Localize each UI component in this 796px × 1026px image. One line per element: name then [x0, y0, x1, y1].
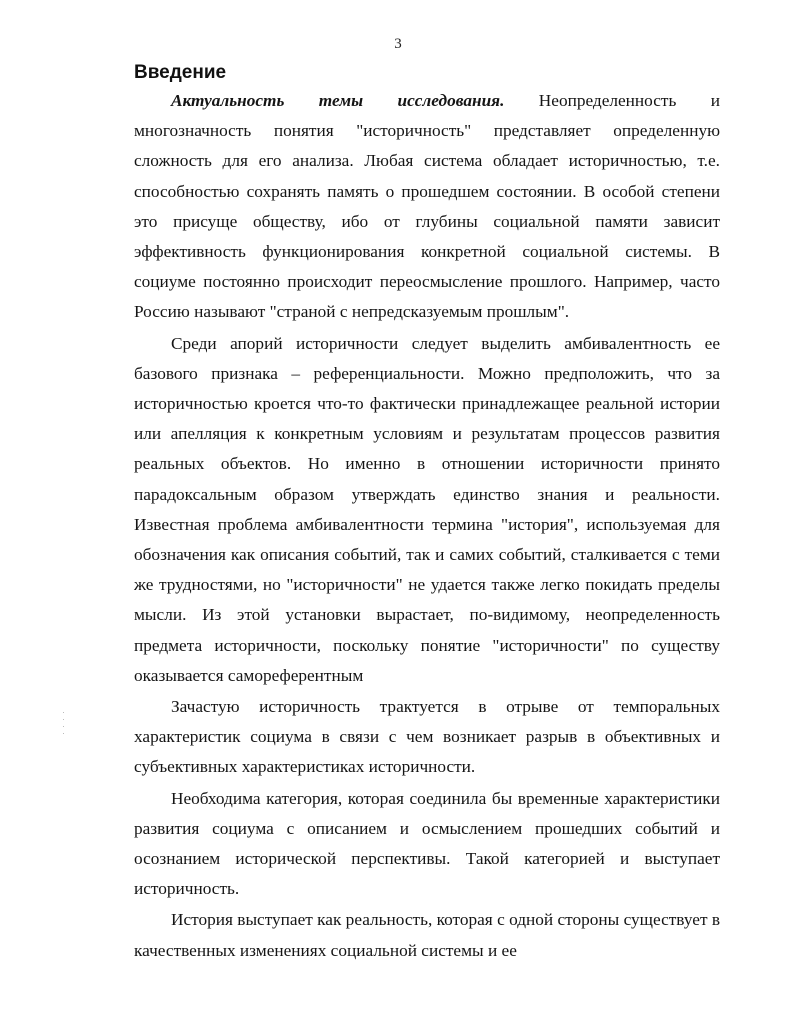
paragraph-3	[134, 692, 720, 783]
paragraph-text: Необходима категория, которая соединила бы временные характеристики развития социума с описанием и осмыслением прошедших событий и осознанием исторической перспективы. Такой категорией и выступает историчность.	[134, 788, 720, 899]
paragraph-text: Неопределенность и многозначность понятия "историчность" представляет определенную сложность для его анализа. Любая система обладает историчностью, т.е. способностью сохранять память о прошедшем состоянии. В особой степени это присуще обществу, ибо от глубины социальной памяти зависит эффективность функционирования конкретной социальной системы. В социуме постоянно происходит переосмысление прошлого. Например, часто Россию называют "страной с непредсказуемым прошлым".	[134, 91, 720, 322]
page-number: 3	[394, 36, 402, 52]
paragraph-lead: Актуальность темы исследования.	[171, 91, 505, 110]
paragraph-4	[134, 784, 720, 905]
paragraph-text: Зачастую историчность трактуется в отрыве от темпоральных характеристик социума в связи с чем возникает разрыв в объективных и субъективных характеристиках историчности.	[134, 697, 720, 777]
paragraph-2	[134, 329, 720, 691]
scan-margin-marks	[62, 712, 66, 752]
paragraph-5	[134, 905, 720, 965]
paragraph-text: Среди апорий историчности следует выделить амбивалентность ее базового признака – референциальности. Можно предположить, что за историчностью кроется что-то фактически принадлежащее реальной истории или апелляция к конкретным условиям и результатам процессов развития реальных объектов. Но именно в отношении историчности принято парадоксальным образом утверждать единство знания и реальности. Известная проблема амбивалентности термина "история", используемая для обозначения как описания событий, так и самих событий, сталкивается с теми же трудностями, но "историчности" не удается также легко покидать пределы мысли. Из этой установки вырастает, по-видимому, неопределенность предмета историчности, поскольку понятие "историчности" по существу оказывается самореферентным	[134, 333, 720, 685]
section-heading: Введение	[134, 62, 227, 83]
body-text	[134, 86, 720, 966]
paragraph-1	[134, 86, 720, 328]
paragraph-text: История выступает как реальность, которая с одной стороны существует в качественных изменениях социальной системы и ее	[134, 910, 720, 960]
